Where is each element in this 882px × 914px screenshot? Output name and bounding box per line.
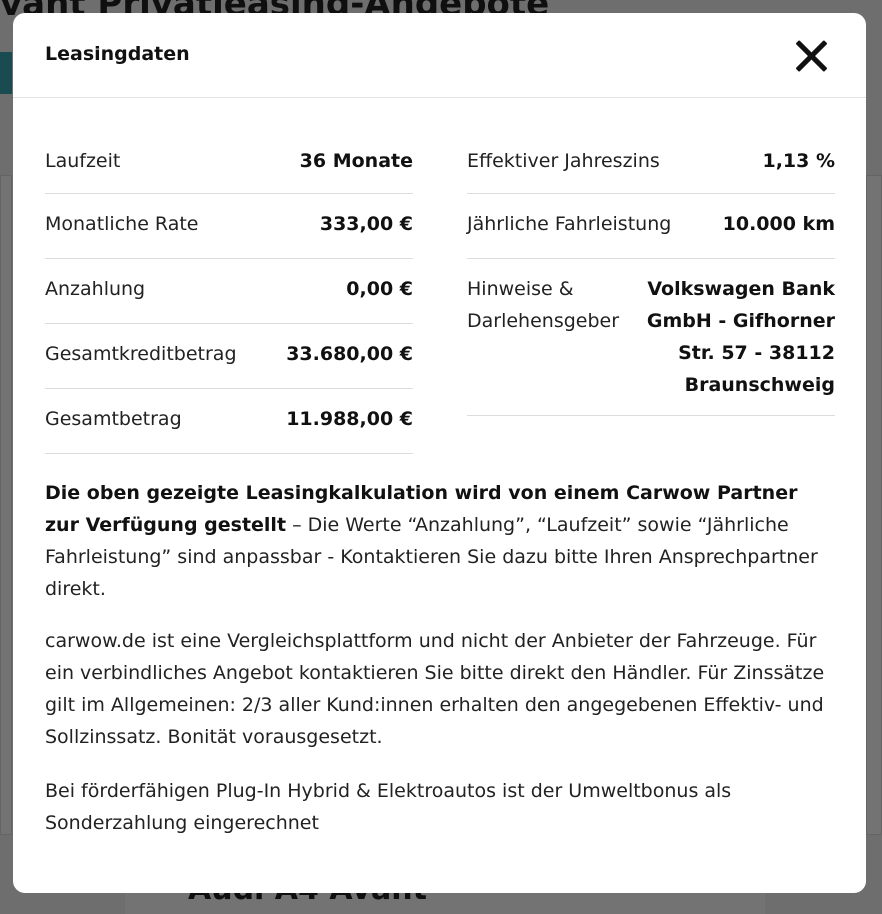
detail-label: Hinweise & Darlehensgeber	[467, 278, 620, 332]
detail-row-jaehrliche-fahrleistung	[467, 194, 835, 259]
modal-title: Leasingdaten	[45, 43, 190, 65]
detail-value: 11.988,00 €	[286, 408, 413, 430]
detail-row-anzahlung	[45, 259, 413, 324]
leasing-details	[45, 113, 835, 454]
detail-value: 0,00 €	[346, 278, 413, 300]
partner-notice-text: – Die Werte “Anzahlung”, “Laufzeit” sowie “Jährliche Fahrleistung” sind anpassbar - Kontaktieren Sie dazu bitte Ihren Ansprechpartner direkt.	[45, 514, 818, 600]
detail-value: 1,13 %	[762, 150, 835, 172]
detail-value: 333,00 €	[319, 213, 413, 235]
detail-row-gesamtkreditbetrag	[45, 324, 413, 389]
leasing-details-right	[467, 113, 835, 454]
detail-row-monatliche-rate	[45, 194, 413, 259]
detail-label: Effektiver Jahreszins	[467, 150, 660, 172]
partner-notice-bold: Die oben gezeigte Leasingkalkulation wird von einem Carwow Partner zur Verfügung gestellt	[45, 482, 798, 536]
platform-disclaimer: carwow.de ist eine Vergleichsplattform und nicht der Anbieter der Fahrzeuge. Für ein verbindliches Angebot kontaktieren Sie bitte direkt den Händler. Für Zinssätze gilt im Allgemeinen: 2/3 aller Kund:innen erhalten den angegebenen Effektiv- und Sollzinssatz. Bonität vorausgesetzt.	[45, 630, 825, 748]
detail-value: 33.680,00 €	[286, 343, 413, 365]
detail-label: Laufzeit	[45, 150, 121, 172]
detail-value: Volkswagen Bank GmbH - Gifhorner Str. 57 - 38112 Braunschweig	[646, 278, 835, 396]
detail-row-laufzeit	[45, 113, 413, 194]
detail-label: Gesamtkreditbetrag	[45, 343, 237, 365]
detail-value: 36 Monate	[299, 150, 413, 172]
leasing-modal	[13, 13, 866, 893]
detail-label: Monatliche Rate	[45, 213, 199, 235]
modal-header	[13, 13, 866, 98]
detail-label: Gesamtbetrag	[45, 408, 182, 430]
detail-label: Anzahlung	[45, 278, 146, 300]
detail-row-gesamtbetrag	[45, 389, 413, 454]
leasing-details-left	[45, 113, 413, 454]
detail-label: Jährliche Fahrleistung	[467, 213, 672, 235]
detail-row-effektiver-jahreszins	[467, 113, 835, 194]
umweltbonus-note: Bei förderfähigen Plug-In Hybrid & Elektroautos ist der Umweltbonus als Sonderzahlung eingerechnet	[45, 780, 732, 834]
detail-row-darlehensgeber	[467, 259, 835, 416]
partner-notice	[45, 477, 835, 605]
detail-value: 10.000 km	[722, 213, 835, 235]
close-icon[interactable]	[794, 39, 828, 73]
